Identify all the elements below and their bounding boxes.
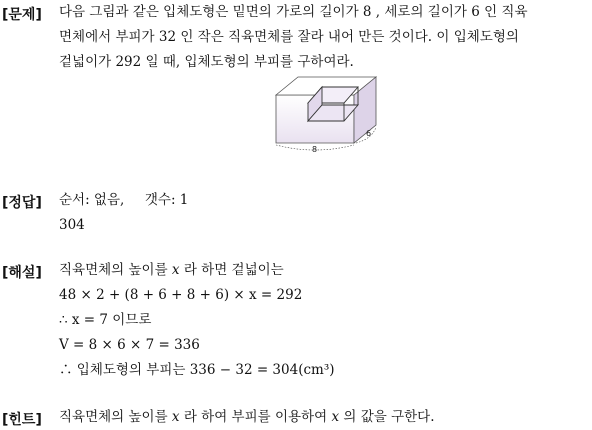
solid-figure <box>270 73 388 153</box>
equation-line: ∴ 입체도형의 부피는 336 − 32 = 304(cm³) <box>59 362 335 378</box>
variable-x: x <box>331 409 340 425</box>
answer-order: 순서: 없음, <box>59 192 125 208</box>
equation-line: ∴ x = 7 이므로 <box>59 312 152 328</box>
variable-x: x <box>171 409 180 425</box>
depth-label: 6 <box>366 129 372 138</box>
width-label: 8 <box>312 145 318 153</box>
answer-text <box>59 188 584 238</box>
hint-text: 직육면체의 높이를 x 라 하여 부피를 이용하여 x 의 값을 구한다. <box>59 409 435 425</box>
problem-line: 다음 그림과 같은 입체도형은 밑면의 가로의 길이가 8 , 세로의 길이가 6 인 직육 <box>59 4 528 20</box>
problem-tag: [문제] <box>2 7 42 23</box>
answer-count: 갯수: 1 <box>144 192 189 208</box>
answer-tag: [정답] <box>2 195 42 211</box>
problem-line: 겉넓이가 292 일 때, 입체도형의 부피를 구하여라. <box>59 54 354 70</box>
answer-value: 304 <box>59 217 85 233</box>
equation-line: V = 8 × 6 × 7 = 336 <box>59 337 200 353</box>
explanation-tag: [해설] <box>2 265 42 281</box>
problem-text <box>59 0 584 75</box>
variable-x: x <box>171 262 180 278</box>
hint-tag: [힌트] <box>2 412 42 428</box>
explanation-text: 직육면체의 높이를 x 라 하면 겉넓이는 48 × 2 + (8 + 6 + 8 + 6) × x = 292 ∴ x = 7 이므로 V = 8 × 6 × 7 = 336 ∴ 입체도형의 부피는 336 − 32 = 304(cm³) <box>59 258 584 383</box>
equation-line: 48 × 2 + (8 + 6 + 8 + 6) × x = 292 <box>59 287 303 303</box>
problem-line: 면체에서 부피가 32 인 작은 직육면체를 잘라 내어 만든 것이다. 이 입체도형의 <box>59 29 519 45</box>
